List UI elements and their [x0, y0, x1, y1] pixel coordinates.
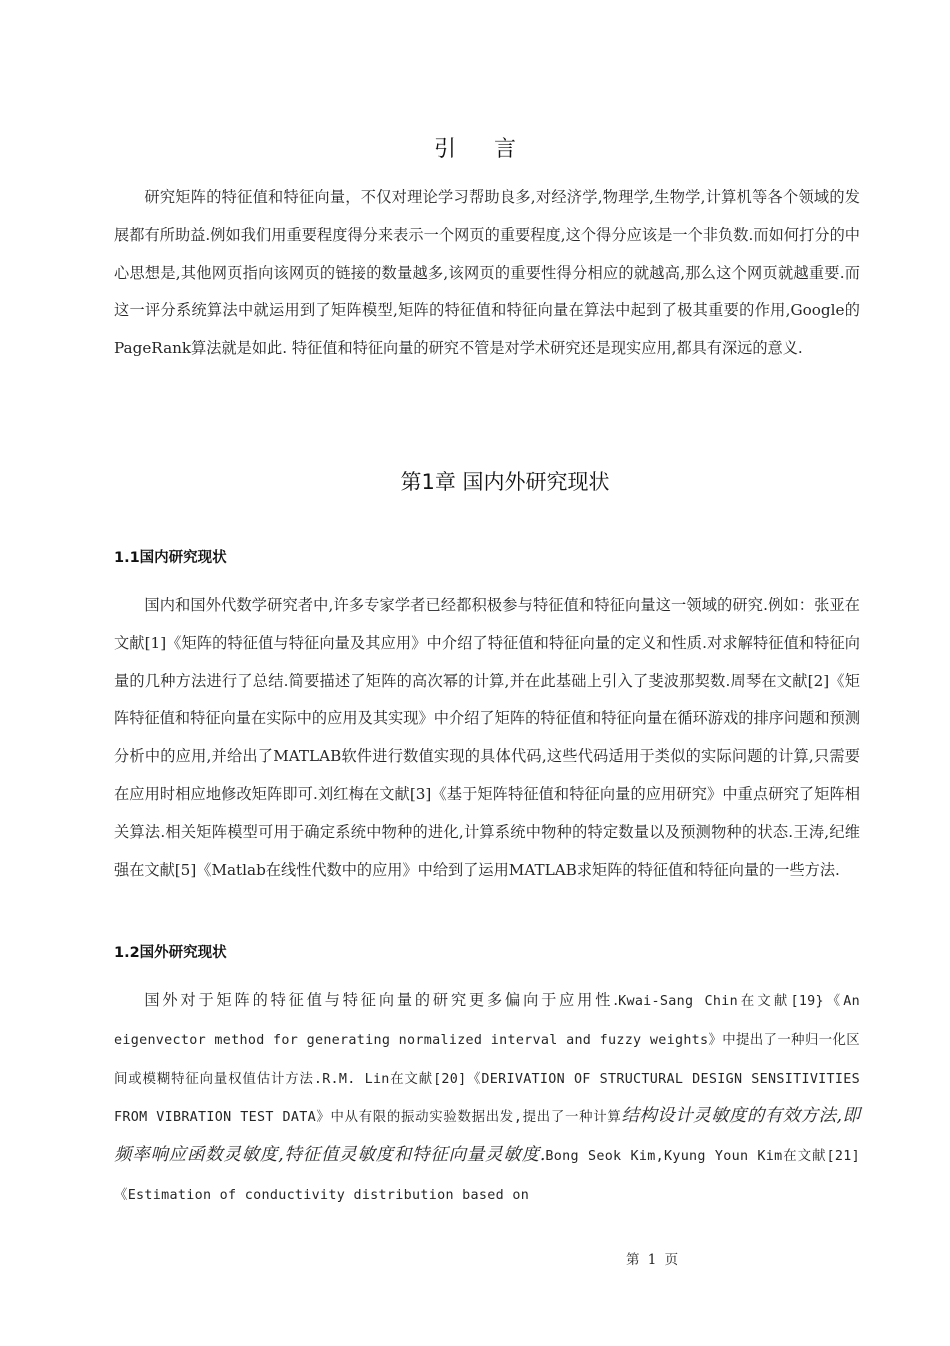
section-1-2-text-c: Bong Seok Kim,Kyung Youn Kim在文献[21]《Estimation of conductivity distribution based on	[114, 1149, 861, 1203]
page-number: 第 1 页	[626, 1252, 679, 1268]
intro-title: 引言	[433, 137, 554, 162]
section-1-2-paragraph	[114, 982, 860, 1215]
section-1-1-paragraph: 国内和国外代数学研究者中,许多专家学者已经都积极参与特征值和特征向量这一领域的研究.例如：张亚在文献[1]《矩阵的特征值与特征向量及其应用》中介绍了特征值和特征向量的定义和性质.对求解特征值和特征向量的几种方法进行了总结.简要描述了矩阵的高次幂的计算,并在此基础上引入了斐波那契数.周琴在文献[2]《矩阵特征值和特征向量在实际中的应用及其实现》中介绍了矩阵的特征值和特征向量在循环游戏的排序问题和预测分析中的应用,并给出了MATLAB软件进行数值实现的具体代码,这些代码适用于类似的实际问题的计算,只需要在应用时相应地修改矩阵即可.刘红梅在文献[3]《基于矩阵特征值和特征向量的应用研究》中重点研究了矩阵相关算法.相关矩阵模型可用于确定系统中物种的进化,计算系统中物种的特定数量以及预测物种的状态.王涛,纪维强在文献[5]《Matlab在线性代数中的应用》中给到了运用MATLAB求矩阵的特征值和特征向量的一些方法.	[114, 596, 860, 879]
chapter-title: 第1章 国内外研究现状	[400, 470, 610, 494]
section-1-2-emphasis: 结构设计灵敏度的有效方法,即频率响应函数灵敏度,特征值灵敏度和特征向量灵敏度.	[114, 1106, 860, 1166]
intro-paragraph: 研究矩阵的特征值和特征向量，不仅对理论学习帮助良多,对经济学,物理学,生物学,计算机等各个领域的发展都有所助益.例如我们用重要程度得分来表示一个网页的重要程度,这个得分应该是一个非负数.而如何打分的中心思想是,其他网页指向该网页的链接的数量越多,该网页的重要性得分相应的就越高,那么这个网页就越重要.而这一评分系统算法中就运用到了矩阵模型,矩阵的特征值和特征向量在算法中起到了极其重要的作用,Google的PageRank算法就是如此. 特征值和特征向量的研究不管是对学术研究还是现实应用,都具有深远的意义.	[114, 188, 860, 358]
section-1-2-text-b: Kwai-Sang Chin在文献[19}《An eigenvector method for generating normalized interval and fuzzy weights》中提出了一种归一化区间或模糊特征向量权值估计方法.R.M. Lin在文献[20]《DERIVATION OF STRUCTURAL DESIGN SENSITIVITIES FROM VIBRATION TEST DATA》中从有限的振动实验数据出发,提出了一种计算	[114, 994, 861, 1126]
section-1-2-text-a: 国外对于矩阵的特征值与特征向量的研究更多偏向于应用性.	[144, 991, 619, 1009]
section-1-2-title: 1.2国外研究现状	[114, 945, 227, 961]
section-1-1-title: 1.1国内研究现状	[114, 550, 227, 566]
